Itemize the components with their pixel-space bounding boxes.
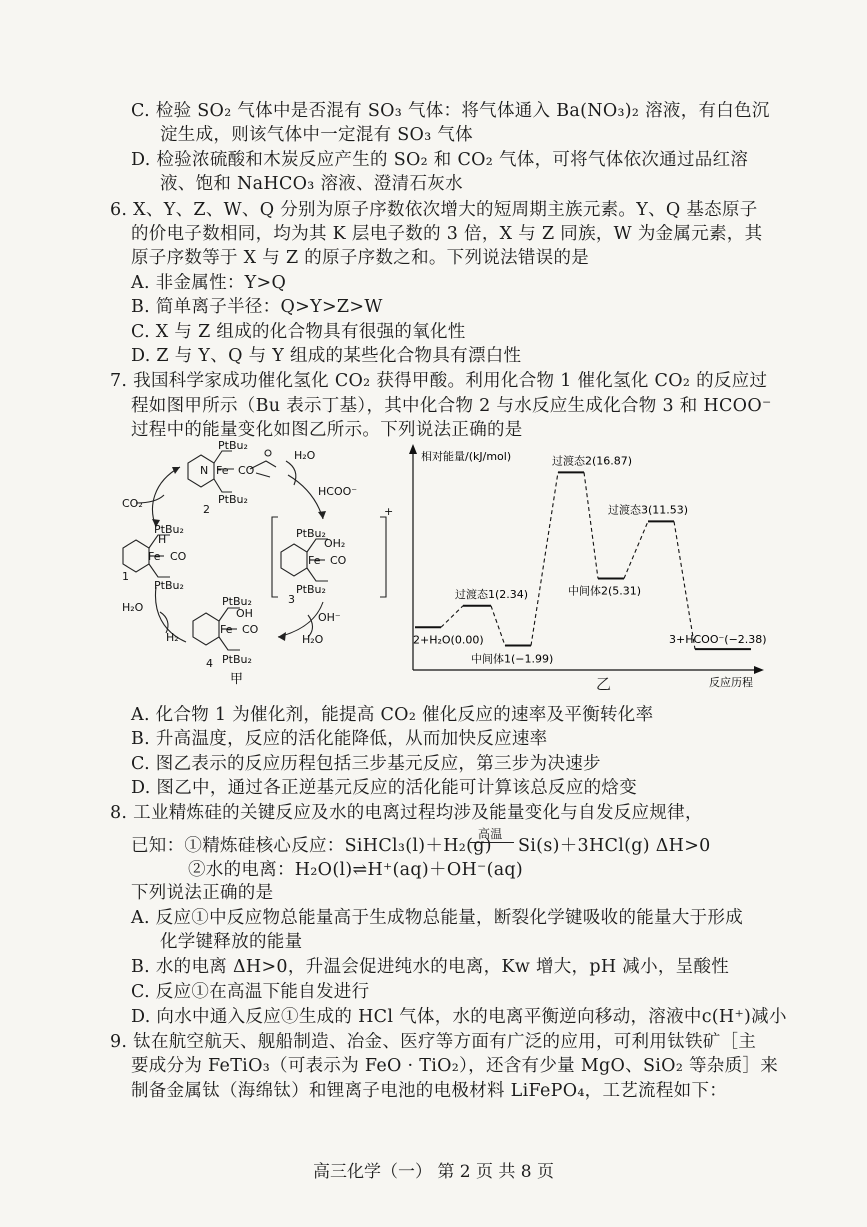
q6-stem-line1: 6. X、Y、Z、W、Q 分别为原子序数依次增大的短周期主族元素。Y、Q 基态原子 bbox=[110, 200, 758, 220]
cycle-hcoo-label: HCOO⁻ bbox=[318, 485, 358, 498]
q6-stem-line2: 的价电子数相同，均为其 K 层电子数的 3 倍，X 与 Z 同族，W 为金属元素，其 bbox=[131, 224, 763, 244]
q9-stem-line2: 要成分为 FeTiO₃（可表示为 FeO · TiO₂），还含有少量 MgO、SiO₂ 等杂质］来 bbox=[131, 1056, 778, 1076]
catalytic-cycle-figure bbox=[118, 437, 394, 687]
complex3-oh2: OH₂ bbox=[324, 537, 346, 550]
q5-option-c-line1: C. 检验 SO₂ 气体中是否混有 SO₃ 气体：将气体通入 Ba(NO₃)₂ 溶液，有白色沉 bbox=[131, 101, 770, 121]
q6-option-c: C. X 与 Z 组成的化合物具有很强的氧化性 bbox=[131, 322, 466, 342]
complex4-fe: Fe bbox=[220, 623, 233, 636]
complex4-ptbu2-top: PtBu₂ bbox=[222, 595, 252, 608]
energy-label-6: 过渡态3(11.53) bbox=[608, 503, 689, 517]
q5-option-d-line1: D. 检验浓硫酸和木炭反应产生的 SO₂ 和 CO₂ 气体，可将气体依次通过品红溶 bbox=[131, 150, 749, 170]
q8-known-2: ②水的电离：H₂O(l)⇌H⁺(aq)＋OH⁻(aq) bbox=[188, 860, 524, 880]
q8-option-c: C. 反应①在高温下能自发进行 bbox=[131, 982, 370, 1002]
complex2-ptbu2-top: PtBu₂ bbox=[218, 439, 248, 452]
q8-option-b: B. 水的电离 ΔH>0，升温会促进纯水的电离，Kw 增大，pH 减小，呈酸性 bbox=[131, 957, 730, 977]
complex1-fe: Fe bbox=[148, 550, 161, 563]
q8-known-1-products: Si(s)＋3HCl(g) ΔH>0 bbox=[518, 836, 711, 856]
x-axis-label: 反应历程 bbox=[709, 676, 753, 689]
complex4-oh: OH bbox=[236, 607, 253, 620]
y-axis-arrow bbox=[409, 444, 417, 454]
complex2-number: 2 bbox=[203, 503, 210, 516]
q6-option-b: B. 简单离子半径：Q>Y>Z>W bbox=[131, 297, 383, 317]
q6-option-a: A. 非金属性：Y>Q bbox=[131, 273, 287, 293]
complex2-n: N bbox=[200, 464, 209, 477]
energy-profile-chart bbox=[405, 442, 765, 687]
complex2-co: CO bbox=[238, 464, 255, 477]
q7-option-c: C. 图乙表示的反应历程包括三步基元反应，第三步为决速步 bbox=[131, 754, 601, 774]
complex4-co: CO bbox=[242, 623, 259, 636]
q7-stem-line2: 程如图甲所示（Bu 表示丁基），其中化合物 2 与水反应生成化合物 3 和 HCOO⁻ bbox=[131, 396, 772, 416]
q8-condition: 高温 bbox=[478, 827, 503, 841]
energy-label-1: 2+H₂O(0.00) bbox=[413, 633, 484, 647]
cycle-h2o-top-label: H₂O bbox=[294, 449, 316, 462]
complex1-h: H bbox=[158, 533, 167, 546]
q7-stem-line3: 过程中的能量变化如图乙所示。下列说法正确的是 bbox=[131, 420, 523, 440]
q7-stem-line1: 7. 我国科学家成功催化氢化 CO₂ 获得甲酸。利用化合物 1 催化氢化 CO₂ 的反应过 bbox=[110, 371, 768, 391]
q5-option-c-line2: 淀生成，则该气体中一定混有 SO₃ 气体 bbox=[160, 125, 473, 145]
figure-b-caption: 乙 bbox=[596, 675, 612, 693]
complex3-number: 3 bbox=[288, 593, 295, 606]
q6-option-d: D. Z 与 Y、Q 与 Y 组成的某些化合物具有漂白性 bbox=[131, 346, 522, 366]
x-axis-arrow bbox=[754, 666, 764, 674]
complex1-ptbu2-bottom: PtBu₂ bbox=[154, 579, 184, 592]
q8-condition-arrow bbox=[470, 842, 514, 843]
q9-stem-line3: 制备金属钛（海绵钛）和锂离子电池的电极材料 LiFePO₄，工艺流程如下： bbox=[131, 1081, 728, 1101]
energy-label-4: 过渡态2(16.87) bbox=[552, 454, 633, 468]
complex4-number: 4 bbox=[206, 657, 213, 670]
q7-option-a: A. 化合物 1 为催化剂，能提高 CO₂ 催化反应的速率及平衡转化率 bbox=[131, 705, 654, 725]
energy-label-5: 中间体2(5.31) bbox=[568, 584, 642, 598]
q6-stem-line3: 原子序数等于 X 与 Z 的原子序数之和。下列说法错误的是 bbox=[131, 248, 590, 268]
q7-option-b: B. 升高温度，反应的活化能降低，从而加快反应速率 bbox=[131, 729, 548, 749]
cycle-h2o-left-label: H₂O bbox=[122, 601, 144, 614]
page-footer: 高三化学（一） 第 2 页 共 8 页 bbox=[312, 1162, 555, 1182]
q8-known-1: 已知：①精炼硅核心反应：SiHCl₃(l)＋H₂(g) bbox=[131, 836, 492, 856]
q5-option-d-line2: 液、饱和 NaHCO₃ 溶液、澄清石灰水 bbox=[160, 174, 463, 194]
complex3-co: CO bbox=[330, 554, 347, 567]
energy-connector-2 bbox=[491, 606, 505, 646]
cycle-co2-label: CO₂ bbox=[122, 497, 143, 510]
complex2-fe: Fe bbox=[216, 464, 229, 477]
complex3-ptbu2-bottom: PtBu₂ bbox=[296, 583, 326, 596]
complex1-number: 1 bbox=[122, 570, 129, 583]
q8-option-a-line2: 化学键释放的能量 bbox=[160, 932, 303, 952]
energy-connector-3 bbox=[531, 472, 558, 645]
energy-connector-5 bbox=[624, 521, 648, 578]
cycle-oh-label: OH⁻ bbox=[318, 611, 341, 624]
complex3-charge: + bbox=[384, 505, 394, 518]
q8-option-a-line1: A. 反应①中反应物总能量高于生成物总能量，断裂化学键吸收的能量大于形成 bbox=[131, 908, 744, 928]
energy-label-3: 中间体1(−1.99) bbox=[471, 652, 554, 666]
complex4-ptbu2-bottom: PtBu₂ bbox=[222, 653, 252, 666]
energy-connector-4 bbox=[584, 472, 598, 578]
complex1-ptbu2-top: PtBu₂ bbox=[154, 523, 184, 536]
complex3-fe: Fe bbox=[308, 554, 321, 567]
q8-ask: 下列说法正确的是 bbox=[131, 883, 274, 903]
complex3-ptbu2-top: PtBu₂ bbox=[296, 527, 326, 540]
y-axis-label: 相对能量/(kJ/mol) bbox=[421, 450, 512, 463]
q9-stem-line1: 9. 钛在航空航天、舰船制造、冶金、医疗等方面有广泛的应用，可利用钛铁矿［主 bbox=[110, 1032, 757, 1052]
energy-connector-6 bbox=[674, 521, 695, 649]
q8-stem-line1: 8. 工业精炼硅的关键反应及水的电离过程均涉及能量变化与自发反应规律， bbox=[110, 803, 703, 823]
figure-a-caption: 甲 bbox=[230, 672, 244, 687]
q7-option-d: D. 图乙中，通过各正逆基元反应的活化能可计算该总反应的焓变 bbox=[131, 778, 638, 798]
energy-connector-1 bbox=[441, 606, 463, 627]
energy-label-7: 3+HCOO⁻(−2.38) bbox=[669, 633, 767, 647]
energy-label-2: 过渡态1(2.34) bbox=[455, 587, 529, 601]
cycle-h2-label: H₂ bbox=[166, 631, 179, 644]
q8-option-d: D. 向水中通入反应①生成的 HCl 气体，水的电离平衡逆向移动，溶液中c(H⁺)减小 bbox=[131, 1007, 787, 1027]
complex1-co: CO bbox=[170, 550, 187, 563]
complex2-ptbu2-bottom: PtBu₂ bbox=[218, 493, 248, 506]
cycle-h2o-bottom-label: H₂O bbox=[302, 633, 324, 646]
